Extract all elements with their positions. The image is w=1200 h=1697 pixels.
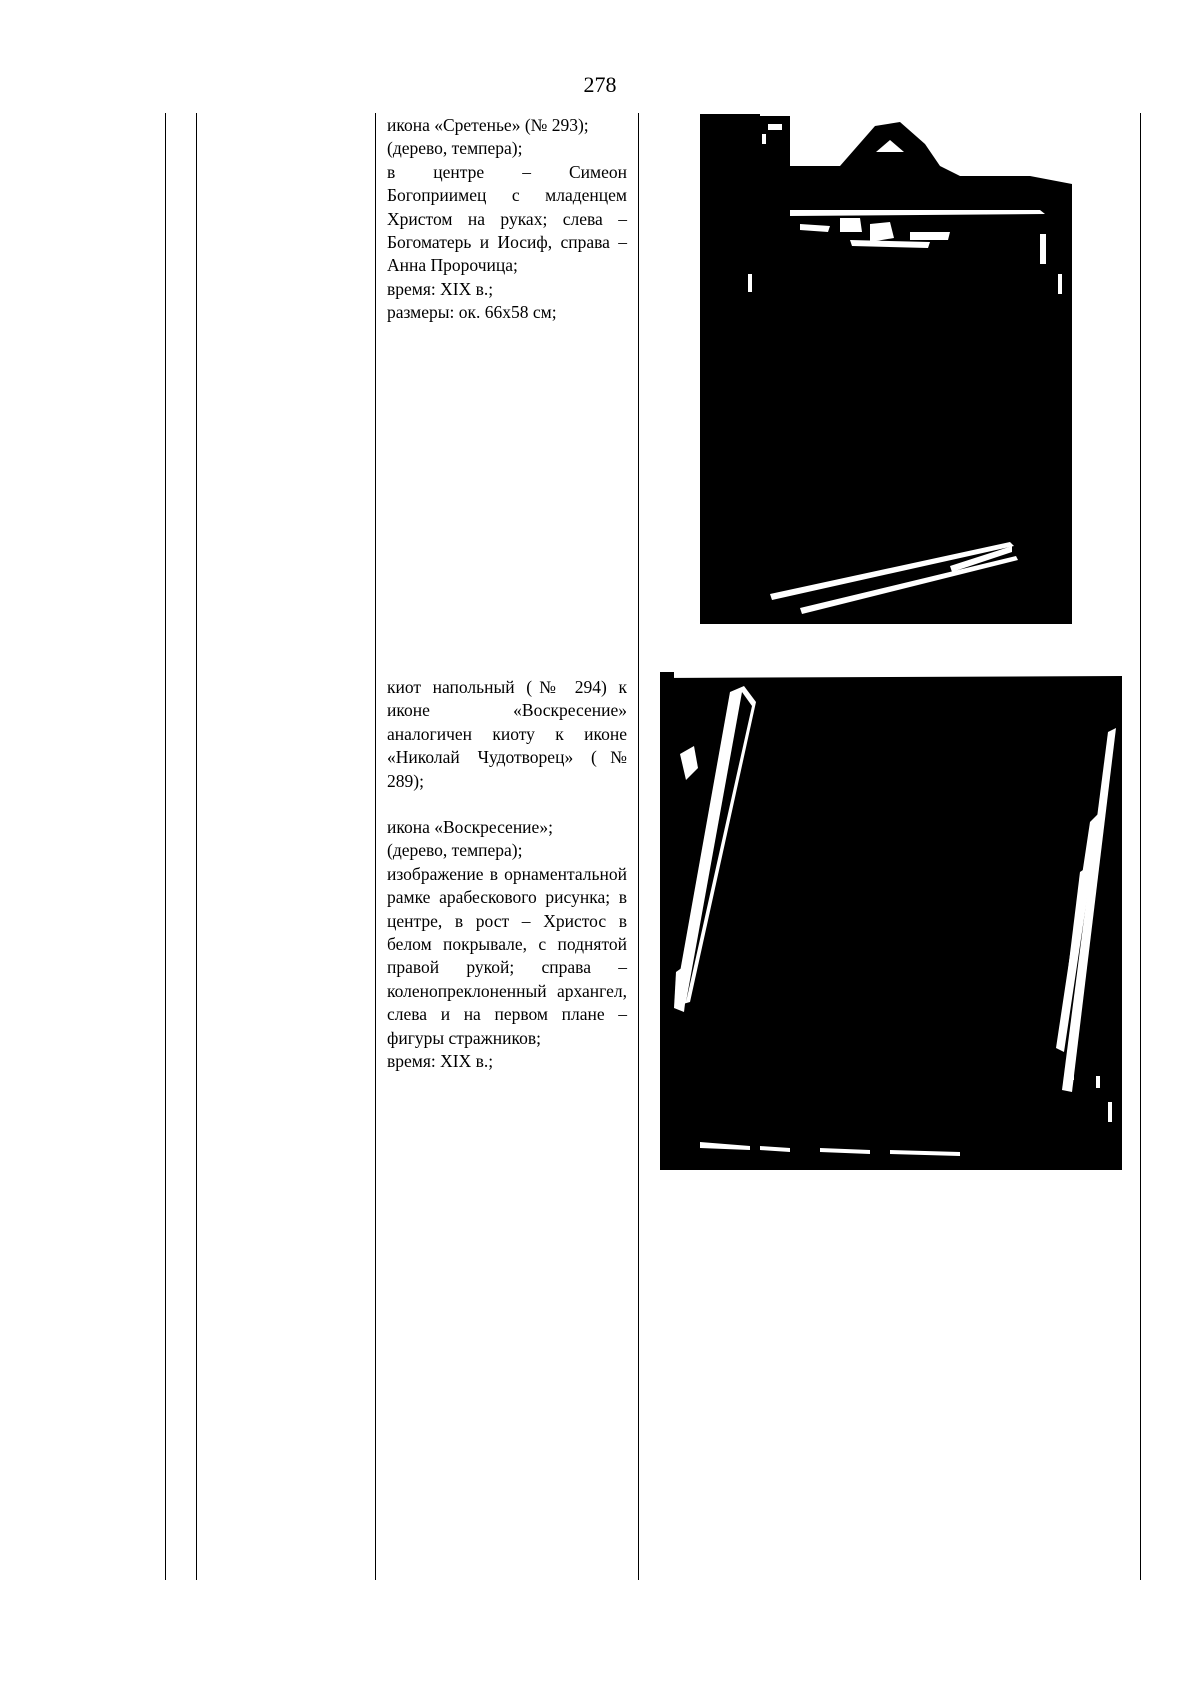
entry-2-material: (дерево, темпера);: [387, 840, 523, 861]
icon-photo-sretenie: [700, 114, 1080, 624]
entry-1-composition: в центре – Симеон Богоприимец с младенцем Христом на руках; слева – Богоматерь и Иосиф, справа – Анна Пророчица;: [387, 161, 627, 276]
entry-2-title: икона «Воскресение»;: [387, 817, 553, 838]
entry-1-material: (дерево, темпера);: [387, 138, 523, 159]
entry-1-title: икона «Сретенье» (№ 293);: [387, 115, 589, 135]
table-rule-5: [1140, 113, 1141, 1580]
entry-1-description: [387, 114, 627, 325]
table-rule-2: [196, 113, 197, 1580]
entry-1-size: размеры: ок. 66х58 см;: [387, 302, 557, 323]
entry-1-date: время: XIX в.;: [387, 278, 494, 299]
table-rule-1: [165, 113, 166, 1580]
voskresenie-photo: [660, 672, 1122, 1170]
entry-2-date: время: XIX в.;: [387, 1051, 494, 1072]
icon-photo-voskresenie: [660, 672, 1122, 1170]
entry-2-description: [387, 676, 627, 1074]
page-number: 278: [583, 72, 617, 97]
table-rule-3: [375, 113, 376, 1580]
table-rule-4: [638, 113, 639, 1580]
entry-2-kiot: киот напольный (№ 294) к иконе «Воскресение» аналогичен киоту к иконе «Николай Чудотворец» (№ 289);: [387, 677, 627, 791]
sretenie-photo: [700, 114, 1080, 624]
entry-2-composition: изображение в орнаментальной рамке арабескового рисунка; в центре, в рост – Христос в белом покрывале, с поднятой правой рукой; справа – коленопреклоненный архангел, слева и на первом плане – фигуры стражников;: [387, 863, 627, 1048]
